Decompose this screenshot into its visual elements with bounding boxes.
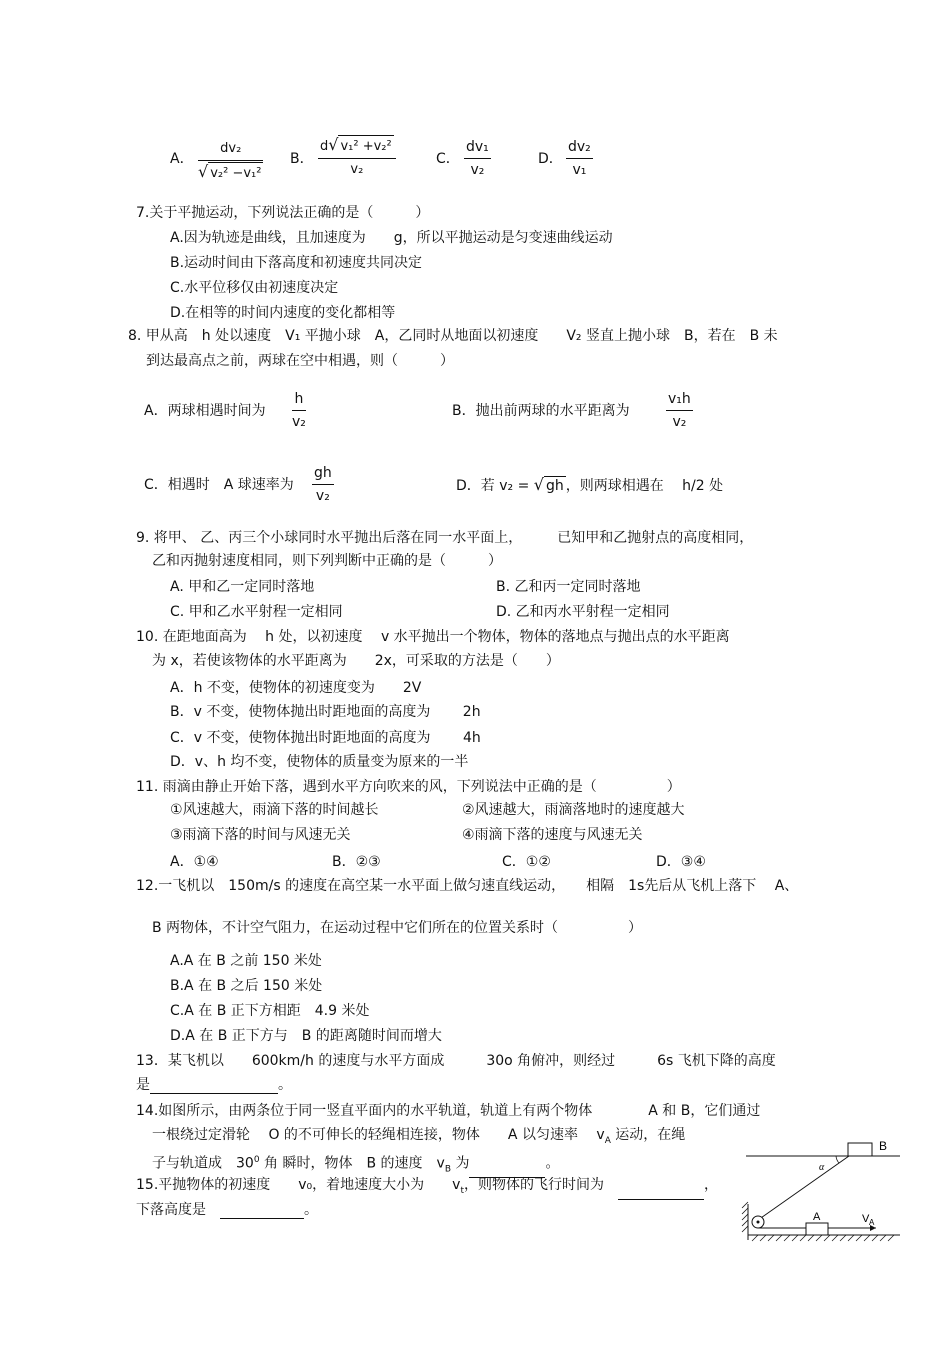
angle-arc	[836, 1156, 839, 1163]
q11-option-c: C．①②	[502, 854, 551, 870]
q11-option-d: D．③④	[656, 854, 706, 870]
q14-stem-line3: 子与轨道成 $30^0$ 角 瞬时，物体 B 的速度 $v_B$ 为 。	[152, 1151, 559, 1178]
q8-option-b: B．抛出前两球的水平距离为	[452, 403, 630, 419]
q6-d-denominator: v₁	[572, 162, 587, 178]
q6-option-a-fraction	[198, 138, 263, 185]
q14-stem-line2: 一根绕过定滑轮 O 的不可伸长的轻绳相连接，物体 A 以匀速率 $v_A$ 运动，在绳	[152, 1127, 686, 1146]
q11-statement-4: ④雨滴下落的速度与风速无关	[462, 827, 643, 843]
q10-option-c: C．v 不变，使物体抛出时距地面的高度为 4h	[170, 730, 481, 746]
q6-option-b-label: B．	[290, 151, 314, 167]
velocity-label-sub: A	[869, 1218, 875, 1227]
q6-b-denominator: v₂	[350, 162, 364, 177]
q8-c-numerator: gh	[312, 462, 334, 485]
q6-option-b-fraction	[318, 134, 396, 181]
q7-option-b: B.运动时间由下落高度和初速度共同决定	[170, 255, 423, 271]
q8-stem-line1: 8. 甲从高 h 处以速度 V₁ 平抛小球 A，乙同时从地面以初速度 V₂ 竖直上抛小球 B，若在 B 未	[128, 328, 778, 344]
q13-stem-line1: 13．某飞机以 600km/h 的速度与水平方面成 30o 角俯冲，则经过 6s 飞机下降的高度	[136, 1053, 776, 1069]
q9-option-c: C. 甲和乙水平射程一定相同	[170, 604, 343, 620]
q12-option-a: A.A 在 B 之前 150 米处	[170, 953, 322, 969]
angle-alpha-label: α	[819, 1162, 825, 1173]
q8-a-denominator: v₂	[292, 414, 306, 430]
q11-statement-1: ①风速越大，雨滴下落的时间越长	[170, 802, 379, 818]
q6-a-denominator: √ v₂² −v₁²	[198, 161, 263, 185]
q11-stem: 11. 雨滴由静止开始下落，遇到水平方向吹来的风，下列说法中正确的是（ ）	[136, 779, 681, 795]
q10-stem-line1: 10. 在距地面高为 h 处，以初速度 v 水平抛出一个物体，物体的落地点与抛出点的水平距离	[136, 629, 730, 645]
q7-option-a: A.因为轨迹是曲线，且加速度为 g，所以平抛运动是匀变速曲线运动	[170, 230, 613, 246]
q9-stem-line2: 乙和丙抛射速度相同，则下列判断中正确的是（ ）	[152, 553, 502, 569]
rope-b-to-pulley	[758, 1156, 849, 1220]
block-b	[848, 1143, 872, 1156]
q8-option-d: D．若 v₂ = √ gh ，则两球相遇在 h/2 处	[456, 475, 724, 494]
q10-option-d: D．v、h 均不变，使物体的质量变为原来的一半	[170, 754, 469, 770]
ground-hatching	[752, 1235, 894, 1241]
q6-option-d-fraction	[566, 136, 593, 181]
q9-option-d: D. 乙和丙水平射程一定相同	[496, 604, 670, 620]
q6-option-a-label: A．	[170, 151, 194, 167]
block-b-label: B	[879, 1139, 888, 1153]
q14-stem-line1: 14.如图所示，由两条位于同一竖直平面内的水平轨道，轨道上有两个物体 A 和 B，它们通过	[136, 1103, 761, 1119]
q6-c-denominator: v₂	[470, 162, 485, 178]
q12-option-c: C.A 在 B 正下方相距 4.9 米处	[170, 1003, 370, 1019]
q15-stem-line2: 下落高度是 。	[136, 1202, 318, 1218]
q6-b-numerator: d√ v₁² +v₂²	[318, 134, 396, 159]
q6-d-numerator: dv₂	[566, 136, 593, 159]
q15-height-blank[interactable]	[220, 1202, 304, 1219]
q10-option-b: B．v 不变，使物体抛出时距地面的高度为 2h	[170, 704, 481, 720]
q12-option-b: B.A 在 B 之后 150 米处	[170, 978, 323, 994]
q11-option-b: B．②③	[332, 854, 381, 870]
q15-stem-line1: 15.平抛物体的初速度 v₀，着地速度大小为 $v_t$，则物体的飞行时间为 ，	[136, 1176, 718, 1200]
q15-time-blank[interactable]	[618, 1183, 704, 1200]
q9-option-a: A. 甲和乙一定同时落地	[170, 579, 315, 595]
q8-option-c-fraction	[312, 462, 334, 507]
q10-option-a: A．h 不变，使物体的初速度变为 2V	[170, 680, 422, 696]
velocity-label: V	[862, 1213, 870, 1225]
pulley-track-figure	[738, 1132, 908, 1247]
q6-option-d-label: D．	[538, 151, 563, 167]
q11-statement-3: ③雨滴下落的时间与风速无关	[170, 827, 351, 843]
q9-stem-line1: 9. 将甲、 乙、丙三个小球同时水平抛出后落在同一水平面上， 已知甲和乙抛射点的高度相同，	[136, 530, 754, 546]
q12-stem-line1: 12.一飞机以 150m/s 的速度在高空某一水平面上做匀速直线运动， 相隔 1s先后从飞机上落下 A、	[136, 878, 799, 894]
q6-c-numerator: dv₁	[464, 136, 491, 159]
q7-option-c: C.水平位移仅由初速度决定	[170, 280, 339, 296]
q13-stem-line2: 是 。	[136, 1077, 292, 1093]
q8-option-a-fraction	[292, 388, 306, 433]
q12-stem-line2: B 两物体，不计空气阻力，在运动过程中它们所在的位置关系时（ ）	[152, 920, 643, 936]
q12-option-d: D.A 在 B 正下方与 B 的距离随时间而增大	[170, 1028, 442, 1044]
q8-option-c: C．相遇时 A 球速率为	[144, 477, 294, 493]
q8-a-numerator: h	[292, 388, 306, 411]
q8-b-denominator: v₂	[672, 414, 687, 430]
q6-option-c-fraction	[464, 136, 491, 181]
q8-stem-line2: 到达最高点之前，两球在空中相遇，则（ ）	[146, 353, 454, 369]
q13-answer-blank[interactable]	[150, 1077, 278, 1094]
block-a	[806, 1223, 828, 1235]
q9-option-b: B. 乙和丙一定同时落地	[496, 579, 641, 595]
q8-c-denominator: v₂	[315, 488, 330, 504]
q10-stem-line2: 为 x，若使该物体的水平距离为 2x，可采取的方法是（ ）	[152, 653, 560, 669]
q7-stem: 7.关于平抛运动，下列说法正确的是（ ）	[136, 205, 430, 221]
q7-option-d: D.在相等的时间内速度的变化都相等	[170, 305, 396, 321]
q8-option-b-fraction	[666, 388, 693, 433]
q6-a-numerator: dv₂	[198, 138, 263, 161]
q11-option-a: A．①④	[170, 854, 219, 870]
q11-statement-2: ②风速越大，雨滴落地时的速度越大	[462, 802, 685, 818]
block-a-label: A	[813, 1211, 821, 1223]
q6-option-c-label: C．	[436, 151, 460, 167]
q8-b-numerator: v₁h	[666, 388, 693, 411]
q8-option-a: A．两球相遇时间为	[144, 403, 266, 419]
